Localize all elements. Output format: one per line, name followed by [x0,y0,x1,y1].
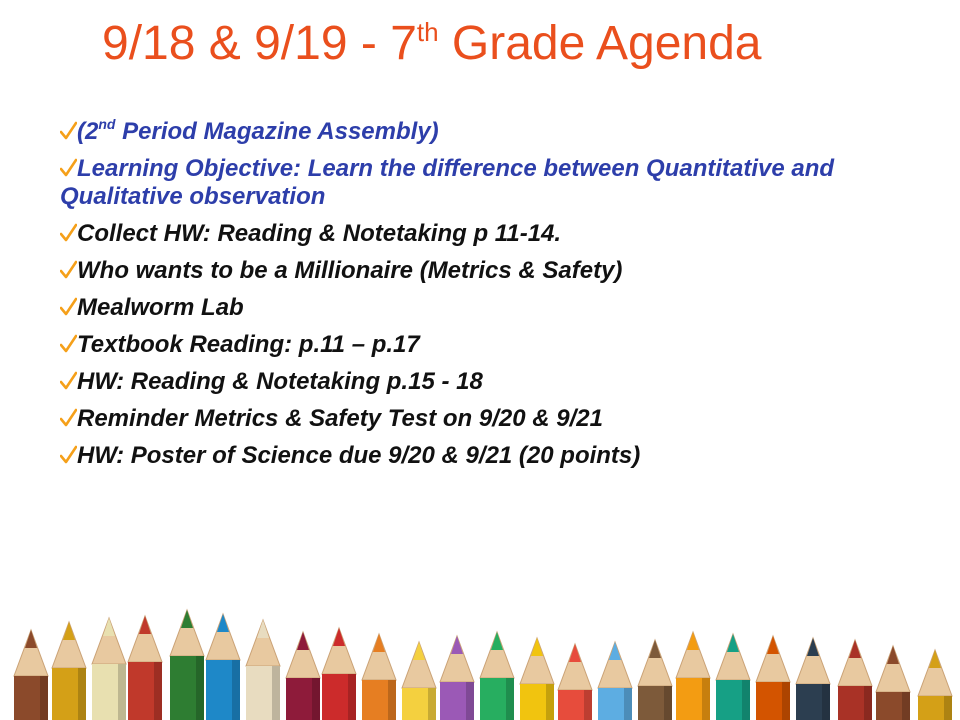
pencil-graphic [206,614,240,720]
pencil-graphic [480,632,514,720]
agenda-item: (2nd Period Magazine Assembly) [60,118,940,146]
checkmark-icon [60,371,77,391]
pencil-graphic [170,610,204,720]
checkmark-icon [60,297,77,317]
pencil-graphic [92,618,126,720]
checkmark-icon [60,445,77,465]
pencil-graphic [362,634,396,720]
checkmark-icon [60,158,77,178]
pencil-graphic [598,642,632,720]
pencil-graphic [322,628,356,720]
agenda-item: Collect HW: Reading & Notetaking p 11-14. [60,220,940,248]
agenda-item: Textbook Reading: p.11 – p.17 [60,331,940,359]
agenda-list [60,118,940,479]
checkmark-icon [60,223,77,243]
checkmark-icon [60,121,77,141]
agenda-item: Learning Objective: Learn the difference between Quantitative and Qualitative observation [60,155,835,210]
pencil-graphic [838,640,872,720]
agenda-item: Reminder Metrics & Safety Test on 9/20 & 9/21 [60,405,940,433]
pencil-graphic [520,638,554,720]
pencil-graphic [402,642,436,720]
agenda-item: Who wants to be a Millionaire (Metrics & Safety) [60,257,940,285]
checkmark-icon [60,260,77,280]
pencil-graphic [756,636,790,720]
pencil-graphic [716,634,750,720]
pencil-graphic [14,630,48,720]
agenda-item: HW: Poster of Science due 9/20 & 9/21 (20 points) [60,442,940,470]
agenda-item: Mealworm Lab [60,294,940,322]
pencil-graphic [796,638,830,720]
agenda-item: HW: Reading & Notetaking p.15 - 18 [60,368,940,396]
pencil-graphic [440,636,474,720]
pencil-graphic [286,632,320,720]
slide-title: 9/18 & 9/19 - 7th Grade Agenda [102,17,762,70]
checkmark-icon [60,408,77,428]
checkmark-icon [60,334,77,354]
pencil-graphic [558,644,592,720]
pencil-graphic [246,620,280,720]
pencil-graphic [128,616,162,720]
pencil-graphic [52,622,86,720]
pencil-graphic [676,632,710,720]
pencil-graphic [876,646,910,720]
pencil-graphic [638,640,672,720]
pencil-graphic [918,650,952,720]
colored-pencils-border [0,592,960,720]
